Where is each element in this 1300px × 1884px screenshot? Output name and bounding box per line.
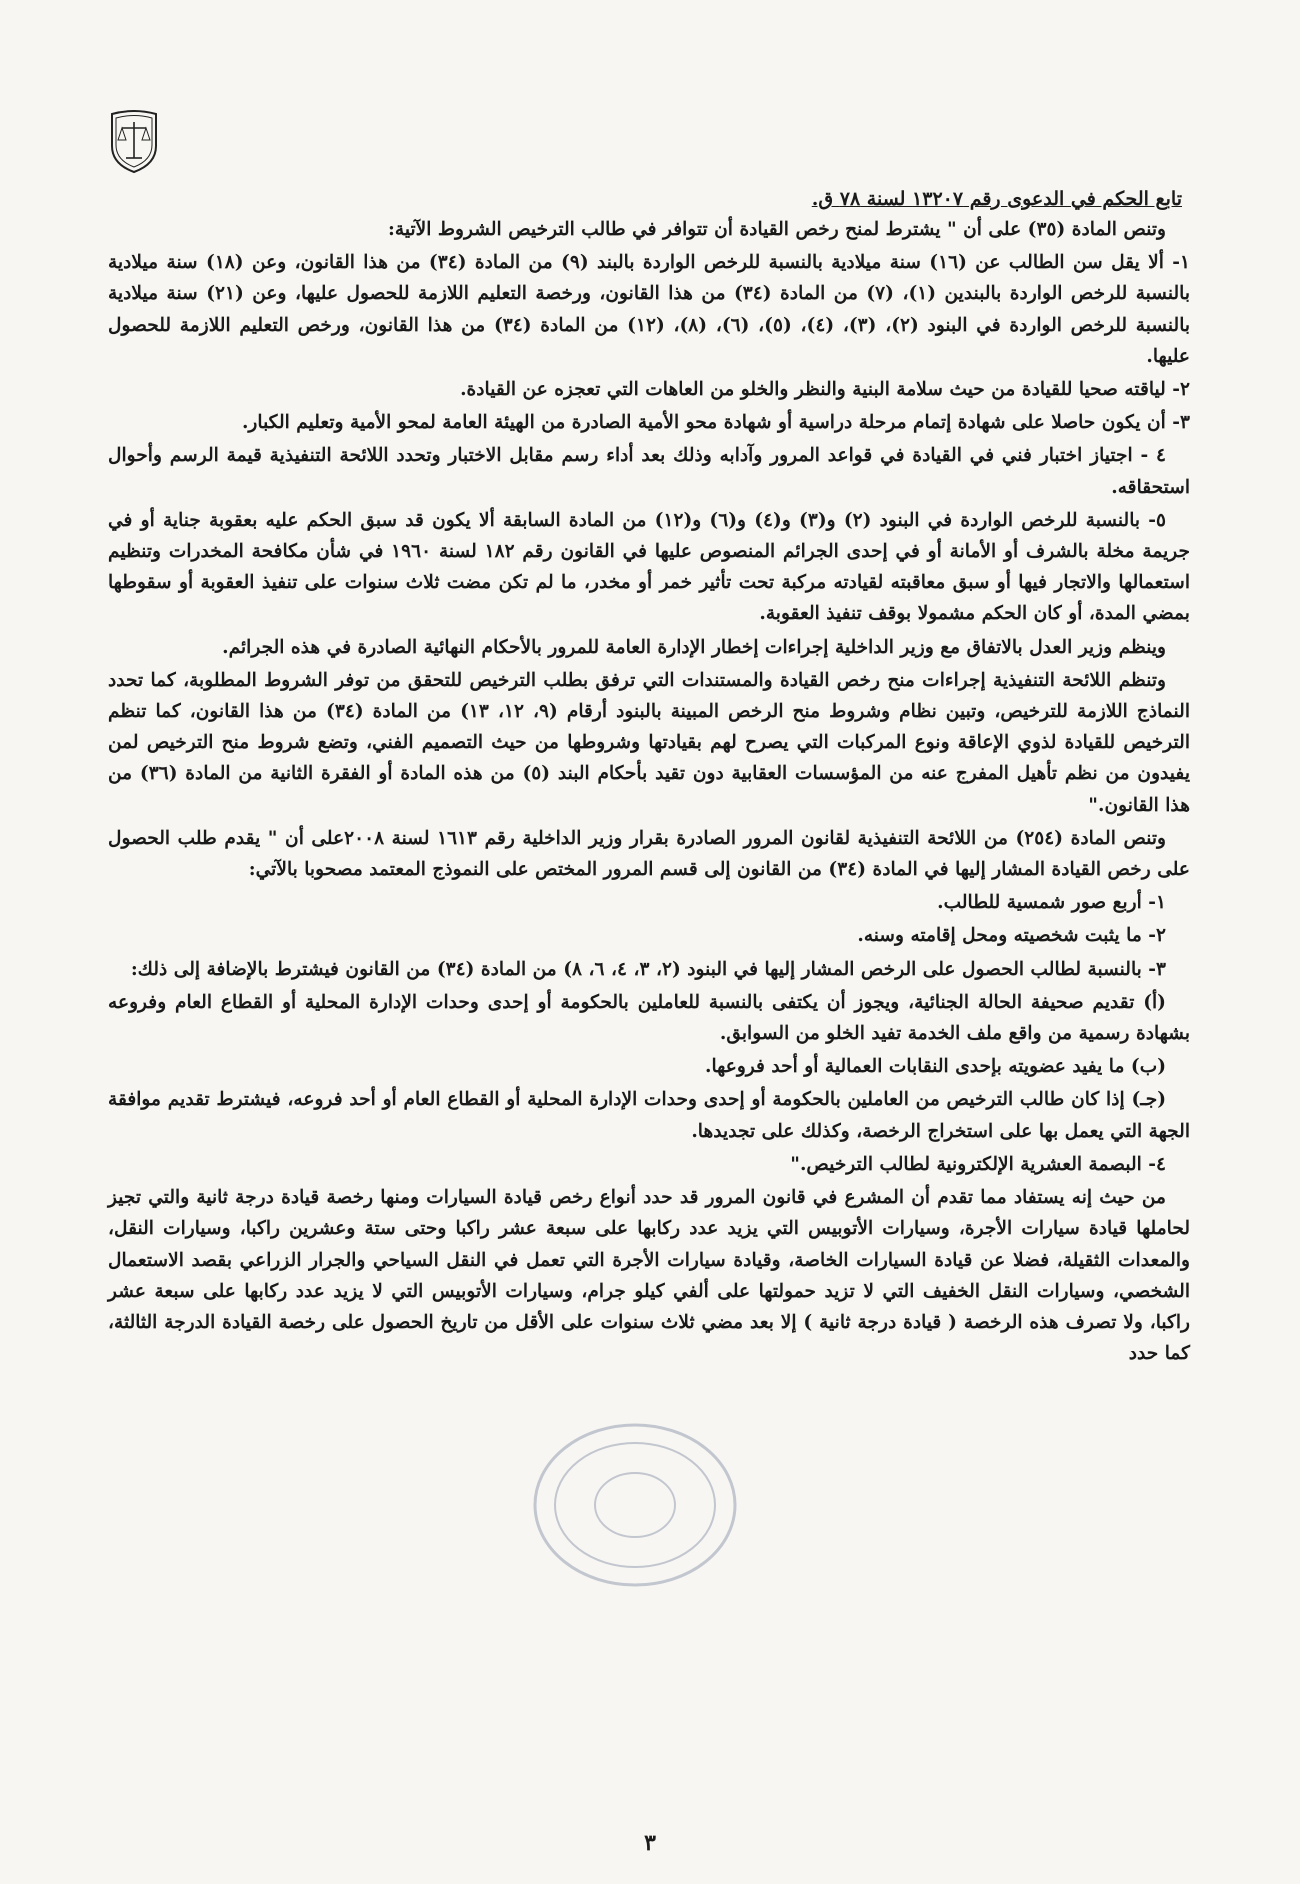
paragraph: (أ) تقديم صحيفة الحالة الجنائية، ويجوز أن يكتفى بالنسبة للعاملين بالحكومة أو إحدى وحدات الإدارة المحلية أو القطاع العام وفروعه بشهادة رسمية من واقع ملف الخدمة تفيد الخلو من السوابق. (108, 991, 1190, 1045)
paragraph: ٥- بالنسبة للرخص الواردة في البنود (٢) و(٣) و(٤) و(٦) و(١٢) من المادة السابقة ألا يكون قد سبق الحكم عليه بعقوبة جناية أو في جريمة مخلة بالشرف أو الأمانة أو في إحدى الجرائم المنصوص عليها في القانون رقم ١٨٢ لسنة ١٩٦٠ في شأن مكافحة المخدرات وتنظيم استعمالها والاتجار فيها أو سبق معاقبته لقيادته مركبة تحت تأثير خمر أو مخدر، ما لم تكن مضت ثلاث سنوات على تنفيذ العقوبة أو سقوطها بمضي المدة، أو كان الحكم مشمولا بوقف تنفيذ العقوبة. (108, 509, 1190, 625)
paragraph: ١- أربع صور شمسية للطالب. (937, 892, 1166, 914)
paragraph: وتنص المادة (٣٥) على أن " يشترط لمنح رخص القيادة أن تتوافر في طالب الترخيص الشروط الآتية: (388, 219, 1166, 240)
document-body (108, 214, 1190, 1371)
paragraph: وتنظم اللائحة التنفيذية إجراءات منح رخص القيادة والمستندات التي ترفق بطلب الترخيص للتحقق من توفر الشروط المطلوبة، كما تحدد النماذج اللازمة للترخيص، وتبين نظام وشروط منح الرخص المبينة بالبنود أرقام (٩، ١٢، ١٣) من المادة (٣٤) من هذا القانون، كما تنظم الترخيص للقيادة لذوي الإعاقة ونوع المركبات التي يصرح لهم بقيادتها وشروطها من حيث التصميم الفني، وتضع شروط منح الترخيص لمن يفيدون من نظم تأهيل المفرج عنه من المؤسسات العقابية دون تقيد بأحكام البند (٥) من هذه المادة أو الفقرة الثانية من المادة (٣٦) من هذا القانون." (108, 669, 1191, 816)
paragraph: ٣- أن يكون حاصلا على شهادة إتمام مرحلة دراسية أو شهادة محو الأمية الصادرة من الهيئة العامة لمحو الأمية وتعليم الكبار. (241, 412, 1190, 434)
page-number: ٣ (644, 1830, 656, 1856)
paragraph: (جـ) إذا كان طالب الترخيص من العاملين بالحكومة أو إحدى وحدات الإدارة المحلية أو القطاع العام أو أحد فروعه، فيشترط تقديم موافقة الجهة التي يعمل بها على استخراج الرخصة، وكذلك على تجديدها. (108, 1089, 1190, 1142)
paragraph: وينظم وزير العدل بالاتفاق مع وزير الداخلية إجراءات إخطار الإدارة العامة للمرور بالأحكام النهائية الصادرة في هذه الجرائم. (222, 636, 1166, 658)
paragraph: ٢- لياقته صحيا للقيادة من حيث سلامة البنية والنظر والخلو من العاهات التي تعجزه عن القيادة. (460, 379, 1190, 401)
paragraph: ٤- البصمة العشرية الإلكترونية لطالب الترخيص." (790, 1153, 1166, 1175)
paragraph: ٢- ما يثبت شخصيته ومحل إقامته وسنه. (857, 925, 1166, 947)
paragraph: وتنص المادة (٢٥٤) من اللائحة التنفيذية لقانون المرور الصادرة بقرار وزير الداخلية رقم ١٦١٣ لسنة ٢٠٠٨على أن " يقدم طلب الحصول على رخص القيادة المشار إليها في المادة (٣٤) من القانون إلى قسم المرور المختص على النموذج المعتمد مصحوبا بالآتي: (108, 827, 1190, 881)
official-seal-stamp-icon (530, 1420, 740, 1590)
paragraph: من حيث إنه يستفاد مما تقدم أن المشرع في قانون المرور قد حدد أنواع رخص قيادة السيارات ومنها رخصة قيادة درجة ثانية والتي تجيز لحاملها قيادة سيارات الأجرة، وسيارات الأتوبيس التي يزيد عدد ركابها على سبعة عشر راكبا وحتى ستة وعشرين راكبا، وسيارات النقل، والمعدات الثقيلة، فضلا عن قيادة السيارات الخاصة، وقيادة سيارات الأجرة التي تعمل في النقل السياحي والجرار الزراعي بقصد الاستعمال الشخصي، وسيارات النقل الخفيف التي لا تزيد حمولتها على ألفي كيلو جرام، وسيارات الأتوبيس التي لا يزيد عدد ركابها على سبعة عشر راكبا، ولا تصرف هذه الرخصة ( قيادة درجة ثانية ) إلا بعد مضي ثلاث سنوات على الأقل من تاريخ الحصول على رخصة القيادة الدرجة الثالثة، كما حدد (108, 1187, 1190, 1365)
paragraph: ٤ - اجتياز اختبار فني في القيادة في قواعد المرور وآدابه وذلك بعد أداء رسم مقابل الاختبار وتحدد اللائحة التنفيذية قيمة الرسم وأحوال استحقاقه. (108, 445, 1190, 498)
paragraph: ١- ألا يقل سن الطالب عن (١٦) سنة ميلادية بالنسبة للرخص الواردة بالبند (٩) من المادة (٣٤) من هذا القانون، وعن (١٨) سنة ميلادية بالنسبة للرخص الواردة بالبندين (١)، (٧) من المادة (٣٤) من هذا القانون، ورخصة التعليم اللازمة للحصول عليها، وعن (٢١) سنة ميلادية بالنسبة للرخص الواردة في البنود (٢)، (٣)، (٤)، (٥)، (٦)، (٨)، (١٢) من المادة (٣٤) من هذا القانون، ورخص التعليم اللازمة للحصول عليها. (108, 252, 1191, 367)
paragraph: ٣- بالنسبة لطالب الحصول على الرخص المشار إليها في البنود (٢، ٣، ٤، ٦، ٨) من المادة (٣٤) من القانون فيشترط بالإضافة إلى ذلك: (130, 958, 1166, 980)
paragraph: (ب) ما يفيد عضويته بإحدى النقابات العمالية أو أحد فروعها. (705, 1056, 1166, 1078)
case-reference-header: تابع الحكم في الدعوى رقم ١٣٢٠٧ لسنة ٧٨ ق. (811, 188, 1182, 210)
scales-of-justice-emblem-icon (108, 108, 160, 174)
